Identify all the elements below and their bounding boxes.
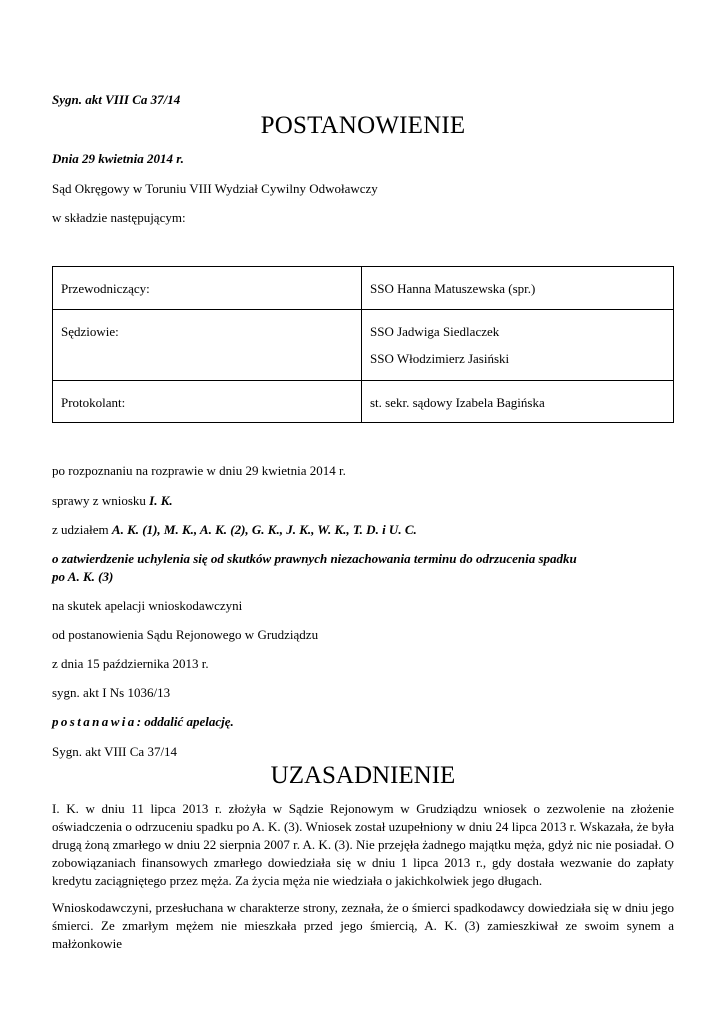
lower-decision-date: z dnia 15 października 2013 r. — [52, 656, 209, 671]
bench-label-cell — [53, 267, 362, 310]
bench-value-cell — [362, 310, 674, 381]
bench-label-cell — [53, 381, 362, 423]
hearing-line: po rozpoznaniu na rozprawie w dniu 29 kwietnia 2014 r. — [52, 463, 346, 478]
composition-intro: w składzie następującym: — [52, 210, 186, 225]
bench-row-judges — [53, 310, 674, 381]
lower-case-ref: sygn. akt I Ns 1036/13 — [52, 685, 171, 700]
justification-title: UZASADNIENIE — [270, 762, 456, 789]
judge-name: SSO Włodzimierz Jasiński — [370, 351, 510, 366]
subject-line: o zatwierdzenie uchylenia się od skutków prawnych niezachowania terminu do odrzucenia spadku — [52, 551, 577, 566]
justification-paragraph: I. K. w dniu 11 lipca 2013 r. złożyła w Sądzie Rejonowym w Grudziądzu wniosek o zezwolenie na złożenie oświadczenia o odrzuceniu spadku po A. K. (3). Wniosek został uzupełniony w dniu 24 lipca 2013 r. Wskazała, że była drugą żoną zmarłego w dniu 22 sierpnia 2007 r. A. K. (3). Nie przejęła żadnego majątku męża, gdyż nic nie posiadał. O zobowiązaniach finansowych zmarłego dowiedziała się w dniu 1 lipca 2013 r., gdy dostała wezwanie do zapłaty kredytu zaciągniętego przez męża. Za życia męża nie wiedziała o jakichkolwiek jego długach. — [52, 801, 674, 888]
case-line — [52, 493, 173, 509]
presiding-label: Przewodniczący: — [61, 281, 150, 296]
bench-row-presiding — [53, 267, 674, 310]
bench-row-clerk — [53, 381, 674, 423]
case-reference-2: Sygn. akt VIII Ca 37/14 — [52, 744, 178, 759]
court-name: Sąd Okręgowy w Toruniu VIII Wydział Cywilny Odwoławczy — [52, 181, 378, 196]
clerk-value: st. sekr. sądowy Izabela Bagińska — [370, 395, 545, 410]
ruling-text: : oddalić apelację. — [136, 714, 234, 729]
clerk-label: Protokolant: — [61, 395, 126, 410]
case-reference: Sygn. akt VIII Ca 37/14 — [52, 92, 181, 107]
applicant-name: I. K. — [149, 493, 173, 508]
bench-label-cell — [53, 310, 362, 381]
appeal-line: na skutek apelacji wnioskodawczyni — [52, 598, 243, 613]
bench-value-cell — [362, 267, 674, 310]
decision-date: Dnia 29 kwietnia 2014 r. — [52, 151, 184, 166]
participants-line — [52, 522, 417, 538]
bench-value-cell — [362, 381, 674, 423]
judge-name: SSO Jadwiga Siedlaczek — [370, 324, 500, 339]
ruling-line — [52, 714, 234, 730]
presiding-value: SSO Hanna Matuszewska (spr.) — [370, 281, 536, 296]
case-prefix: sprawy z wniosku — [52, 493, 150, 508]
document-title: POSTANOWIENIE — [260, 112, 466, 139]
lower-court-line: od postanowienia Sądu Rejonowego w Grudziądzu — [52, 627, 319, 642]
participants-prefix: z udziałem — [52, 522, 112, 537]
subject-line: po A. K. (3) — [52, 569, 114, 584]
justification-paragraph: Wnioskodawczyni, przesłuchana w charakterze strony, zeznała, że o śmierci spadkodawcy dowiedziała się w dniu jego śmierci. Ze zmarłym mężem nie mieszkała przed jego śmiercią, A. K. (3) zamieszkiwał ze swoim synem a małżonkowie — [52, 900, 674, 951]
bench-table — [52, 266, 674, 423]
judges-label: Sędziowie: — [61, 324, 119, 339]
participants-names: A. K. (1), M. K., A. K. (2), G. K., J. K., W. K., T. D. i U. C. — [111, 522, 417, 537]
ruling-keyword: postanawia — [52, 714, 137, 729]
